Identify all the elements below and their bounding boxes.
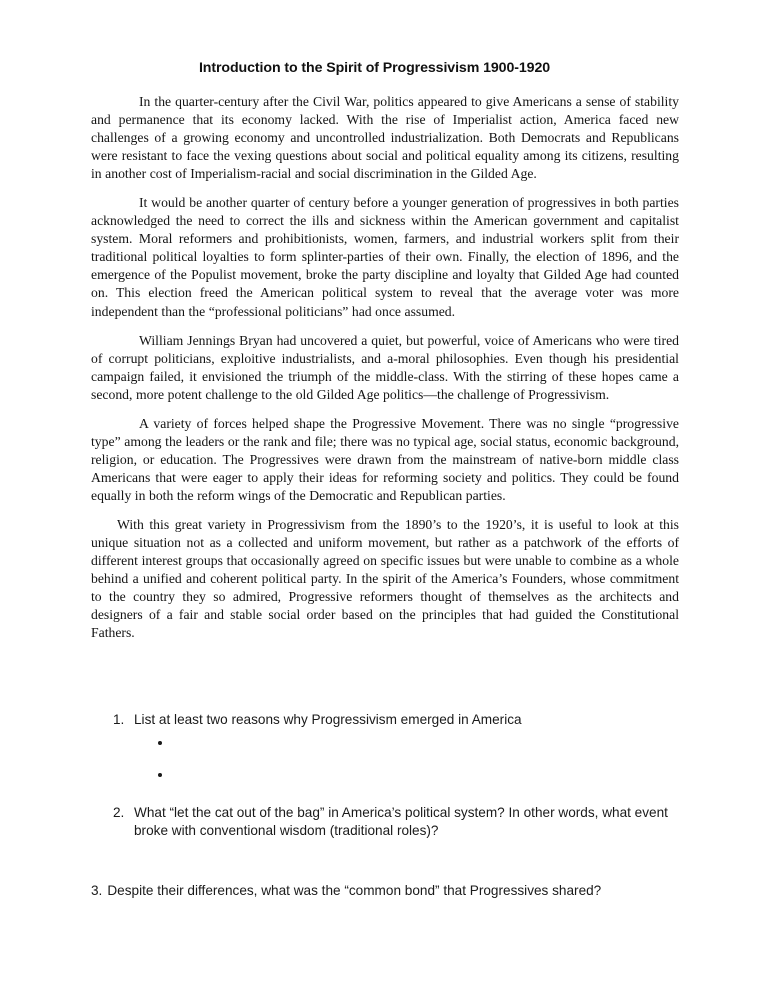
- answer-bullets-question-1: [91, 728, 679, 792]
- page-title: Introduction to the Spirit of Progressivism 1900-1920: [198, 60, 551, 76]
- paragraph: A variety of forces helped shape the Progressive Movement. There was no single “progressive type” among the leaders or the rank and file; there was no typical age, social status, economic background, religion, or education. The Progressives were drawn from the mainstream of native-born middle class Americans that were eager to apply their ideas for reforming society and politics. They could be found equally in both the reform wings of the Democratic and Republican parties.: [91, 415, 679, 503]
- question-item-1: [91, 711, 679, 728]
- answer-bullet[interactable]: [91, 728, 679, 760]
- paragraph: In the quarter-century after the Civil War, politics appeared to give Americans a sense of stability and permanence that its economy lacked. With the rise of Imperialist action, America faced new challenges of a growing economy and uncontrolled industrialization. Both Democrats and Republicans were resistant to face the vexing questions about social and political equality among its citizens, resulting in another cost of Imperialism-racial and social discrimination in the Gilded Age.: [91, 94, 679, 182]
- question-number: 2.: [113, 805, 125, 821]
- question-item-3: [91, 882, 679, 899]
- spacer: [91, 792, 679, 804]
- question-number: 1.: [113, 712, 125, 727]
- paragraph: It would be another quarter of century before a younger generation of progressives in both parties acknowledged the need to correct the ills and sickness within the American government and capitalist system. Moral reformers and prohibitionists, women, farmers, and industrial workers split from their traditional political loyalties to form splinter-parties of their own. Finally, the election of 1896, and the emergence of the Populist movement, broke the party discipline and loyalty that Gilded Age had counted on. This election freed the American political system to reveal that the average voter was more independent than the “professional politicians” had once assumed.: [91, 195, 679, 319]
- answer-space-question-2[interactable]: [91, 839, 679, 882]
- answer-bullet[interactable]: [91, 760, 679, 792]
- question-text: List at least two reasons why Progressivism emerged in America: [134, 712, 522, 727]
- question-text: Despite their differences, what was the “common bond” that Progressives shared?: [107, 883, 602, 899]
- paragraph: With this great variety in Progressivism from the 1890’s to the 1920’s, it is useful to look at this unique situation not as a collected and uniform movement, but rather as a patchwork of the efforts of different interest groups that occasionally agreed on specific issues but were unable to combine as a whole behind a unified and coherent political party. In the spirit of the America’s Founders, whose commitment to the country they so admired, Progressive reformers thought of themselves as the architects and designers of a fair and stable social order based on the principles that had guided the Constitutional Fathers.: [91, 516, 679, 641]
- question-number: 3.: [91, 883, 103, 899]
- question-list: [91, 711, 679, 900]
- question-text: What “let the cat out of the bag” in America’s political system? In other words, what event broke with conventional wisdom (traditional roles)?: [134, 805, 668, 838]
- question-item-2: [91, 804, 679, 839]
- document-body: [91, 93, 679, 642]
- paragraph: William Jennings Bryan had uncovered a quiet, but powerful, voice of Americans who were tired of corrupt politicians, exploitive industrialists, and a-moral philosophies. Even though his presidential campaign failed, it envisioned the triumph of the middle-class. With the stirring of these hopes came a second, more potent challenge to the old Gilded Age politics—the challenge of Progressivism.: [91, 332, 679, 402]
